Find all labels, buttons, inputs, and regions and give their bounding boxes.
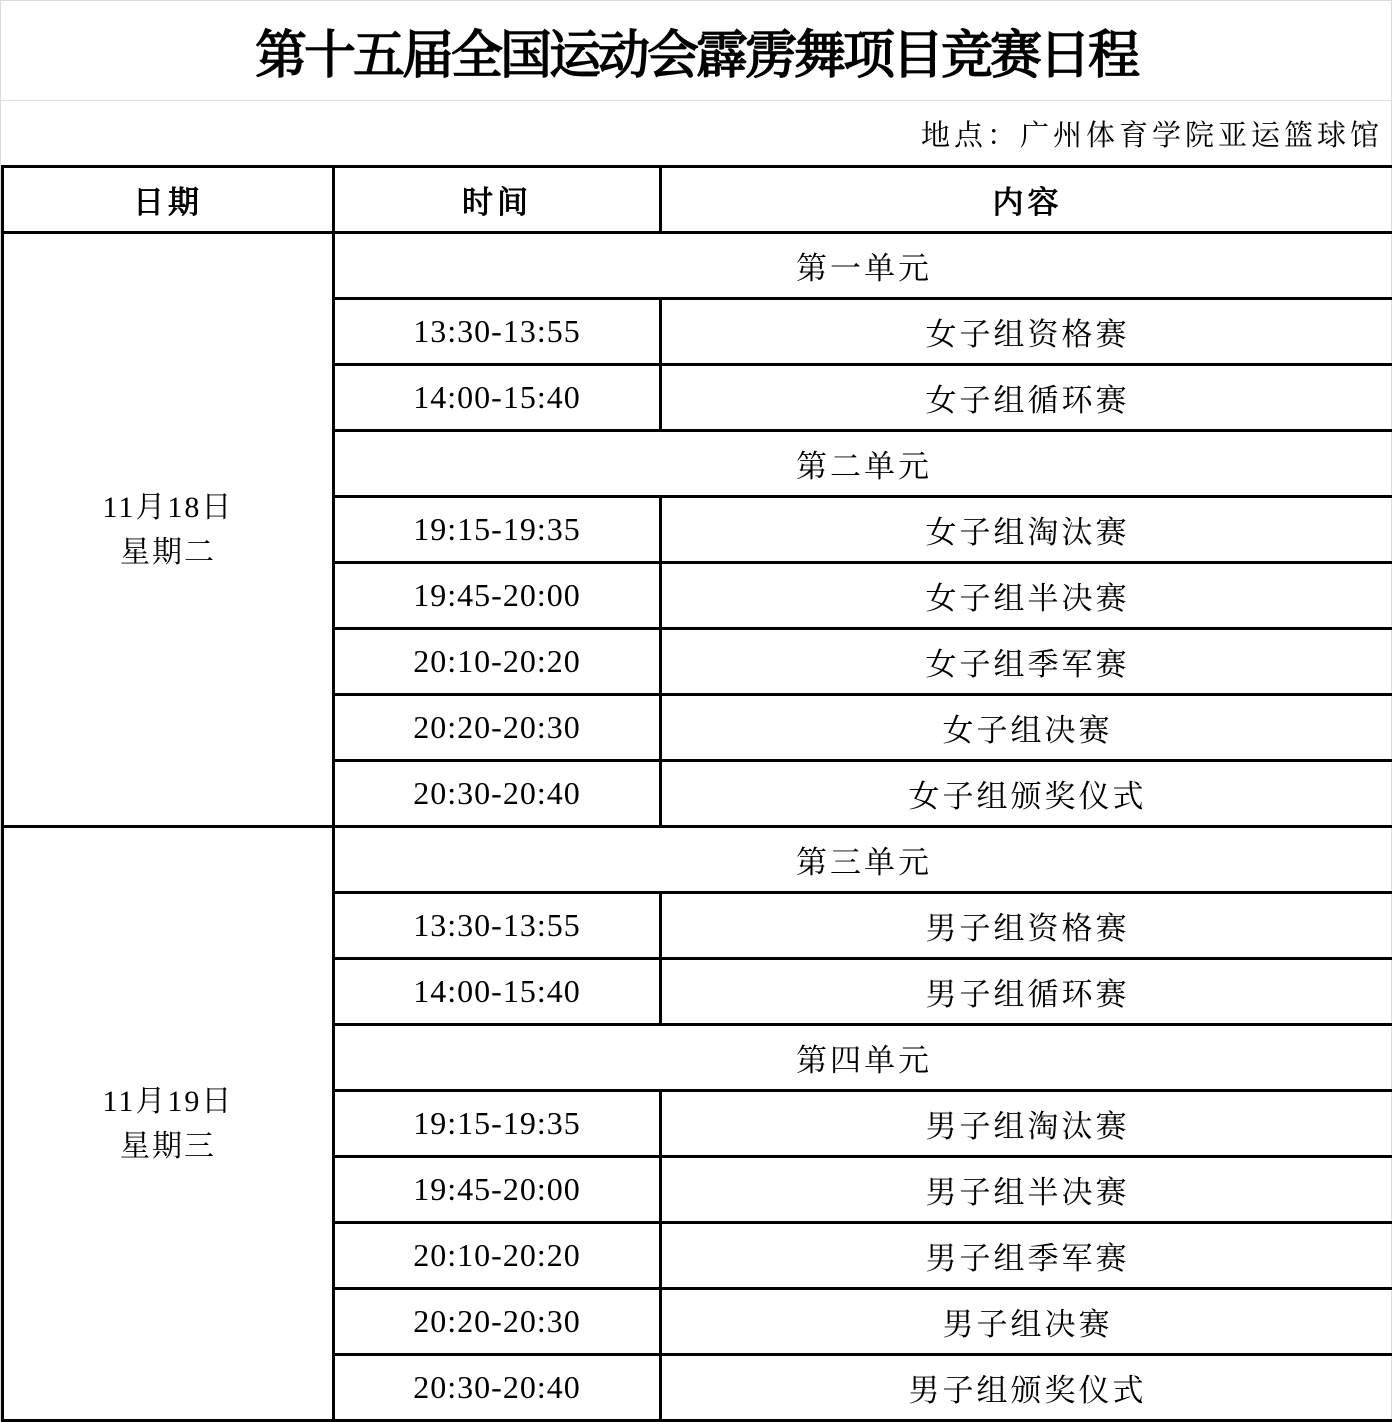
title-block	[1, 1, 1391, 101]
content-cell: 男子组季军赛	[661, 1223, 1392, 1289]
location-text: 地点：广州体育学院亚运篮球馆	[920, 119, 1383, 152]
location-row	[1, 101, 1391, 165]
time-cell: 19:15-19:35	[334, 1091, 661, 1157]
date-cell-nov18	[3, 233, 334, 827]
header-cell-time: 时间	[334, 167, 661, 233]
time-cell: 20:20-20:30	[334, 1289, 661, 1355]
time-cell: 19:45-20:00	[334, 563, 661, 629]
unit-cell: 第二单元	[334, 431, 1392, 497]
weekday-line: 星期二	[120, 535, 216, 569]
table-header-row	[3, 167, 1392, 233]
content-cell: 男子组半决赛	[661, 1157, 1392, 1223]
time-cell: 20:30-20:40	[334, 761, 661, 827]
content-cell: 男子组颁奖仪式	[661, 1355, 1392, 1421]
unit-cell: 第三单元	[334, 827, 1392, 893]
time-cell: 13:30-13:55	[334, 893, 661, 959]
unit-cell: 第一单元	[334, 233, 1392, 299]
weekday-line: 星期三	[120, 1129, 216, 1163]
content-cell: 男子组循环赛	[661, 959, 1392, 1025]
header-cell-date: 日期	[3, 167, 334, 233]
time-cell: 20:10-20:20	[334, 1223, 661, 1289]
time-cell: 19:15-19:35	[334, 497, 661, 563]
time-cell: 20:10-20:20	[334, 629, 661, 695]
time-cell: 20:20-20:30	[334, 695, 661, 761]
unit-cell: 第四单元	[334, 1025, 1392, 1091]
time-cell: 14:00-15:40	[334, 959, 661, 1025]
content-cell: 女子组循环赛	[661, 365, 1392, 431]
content-cell: 女子组颁奖仪式	[661, 761, 1392, 827]
content-cell: 女子组季军赛	[661, 629, 1392, 695]
time-cell: 13:30-13:55	[334, 299, 661, 365]
content-cell: 女子组决赛	[661, 695, 1392, 761]
unit-row	[3, 233, 1392, 299]
time-cell: 14:00-15:40	[334, 365, 661, 431]
content-cell: 男子组决赛	[661, 1289, 1392, 1355]
unit-row	[3, 827, 1392, 893]
date-line: 11月19日	[102, 1084, 234, 1118]
date-line: 11月18日	[102, 490, 234, 524]
time-cell: 19:45-20:00	[334, 1157, 661, 1223]
content-cell: 女子组半决赛	[661, 563, 1392, 629]
content-cell: 男子组资格赛	[661, 893, 1392, 959]
content-cell: 女子组淘汰赛	[661, 497, 1392, 563]
page-title: 第十五届全国运动会霹雳舞项目竞赛日程	[254, 27, 1137, 85]
schedule-table	[1, 165, 1392, 1422]
date-cell-nov19	[3, 827, 334, 1421]
header-cell-content: 内容	[661, 167, 1392, 233]
time-cell: 20:30-20:40	[334, 1355, 661, 1421]
content-cell: 男子组淘汰赛	[661, 1091, 1392, 1157]
content-cell: 女子组资格赛	[661, 299, 1392, 365]
